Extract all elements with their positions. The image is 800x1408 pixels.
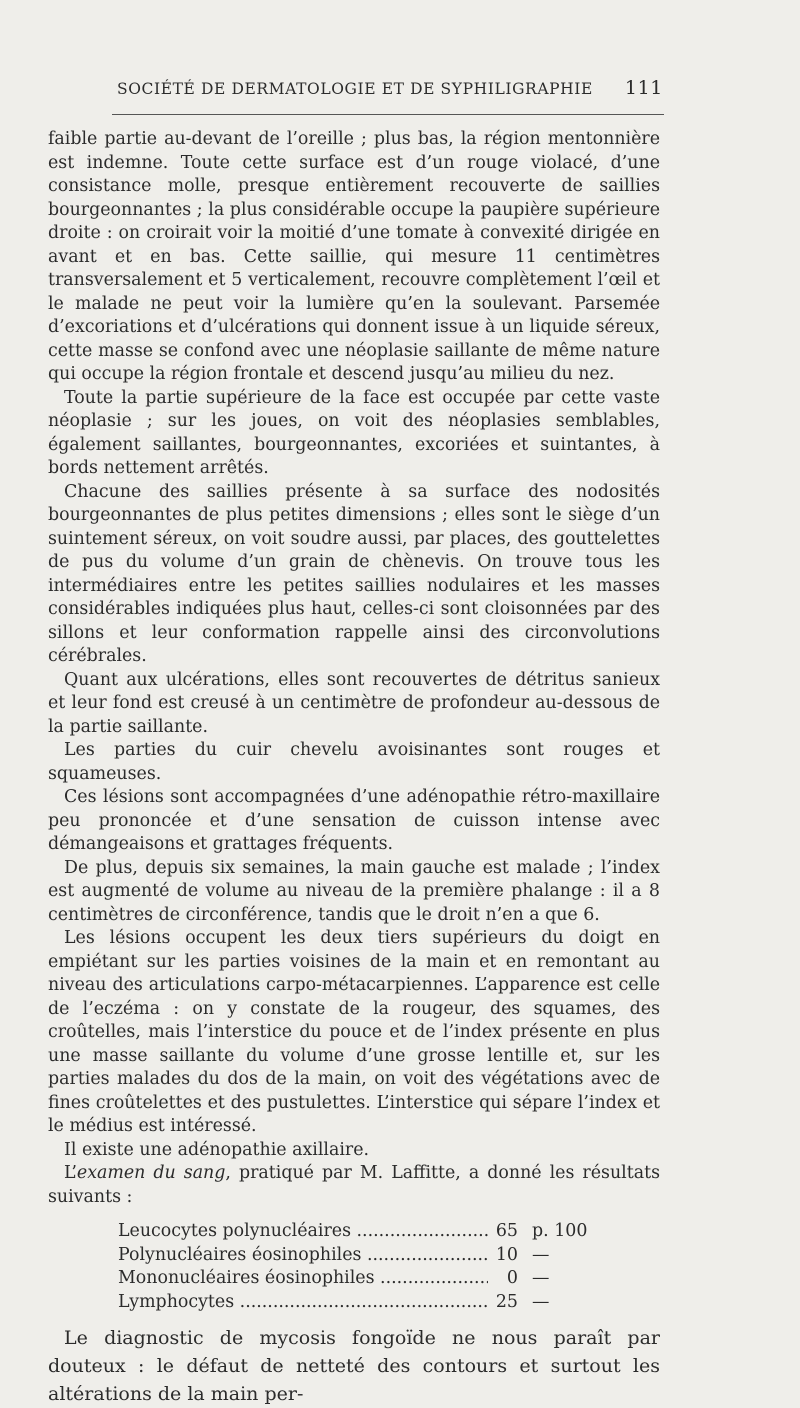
- paragraph: Ces lésions sont accompagnées d’une adénopathie rétro-maxillaire peu prononcée et d’une sensation de cuisson intense avec démangeaisons et grattages fréquents.: [48, 787, 660, 854]
- blood-results-table: [118, 1220, 638, 1314]
- result-value: 25: [495, 1291, 518, 1312]
- table-row: [118, 1291, 638, 1315]
- table-row: [118, 1267, 638, 1291]
- paragraph: faible partie au-devant de l’oreille ; plus bas, la région mentonnière est indemne. Toute cette surface est d’un rouge violacé, d’une consistance molle, presque entièrement recouverte de saillies bourgeonnantes ; la plus considérable occupe la paupière supérieure droite : on croirait voir la moitié d’une tomate à convexité dirigée en avant et en bas. Cette saillie, qui mesure 11 centimètres transversalement et 5 verticalement, recouvre complètement l’œil et le malade ne peut voir la lumière qu’en la soulevant. Parsemée d’excoriations et d’ulcérations qui donnent issue à un liquide séreux, cette masse se confond avec une néoplasie saillante de même nature qui occupe la région frontale et descend jusqu’au milieu du nez.: [48, 129, 660, 384]
- intro-prefix: L’: [64, 1163, 77, 1183]
- result-value: 0: [506, 1268, 518, 1288]
- header-rule: [112, 114, 664, 115]
- paragraph: Chacune des saillies présente à sa surface des nodosités bourgeonnantes de plus petites dimensions ; elles sont le siège d’un suintement séreux, on voit soudre aussi, par places, des gouttelettes de pus du volume d’un grain de chènevis. On trouve tous les intermédiaires entre les petites saillies nodulaires et les masses considérables indiquées plus haut, celles-ci sont cloisonnées par des sillons et leur conformation rappelle ainsi des circonvolutions cérébrales.: [48, 481, 660, 666]
- result-value: 65: [495, 1221, 518, 1241]
- paragraph: Toute la partie supérieure de la face est occupée par cette vaste néoplasie ; sur les joues, on voit des néoplasies semblables, également saillantes, bourgeonnantes, excoriées et suintantes, à bords nettement arrêtés.: [48, 387, 660, 478]
- result-label: Polynucléaires éosinophiles .....: [118, 1244, 488, 1268]
- header-title: SOCIÉTÉ DE DERMATOLOGIE ET DE SYPHILIGRAPHIE: [117, 80, 593, 98]
- table-row: [118, 1220, 638, 1244]
- intro-italic: examen du sang: [76, 1163, 226, 1183]
- page-number: 111: [624, 77, 663, 99]
- result-label: Mononucléaires éosinophiles .....: [118, 1267, 488, 1291]
- intro-suffix: , pratiqué par M. Laffitte, a donné les résultats suivants :: [48, 1163, 660, 1207]
- result-unit: —: [532, 1291, 550, 1312]
- result-unit: p. 100: [532, 1221, 588, 1241]
- result-unit: —: [532, 1244, 550, 1265]
- conclusion-paragraph: Le diagnostic de mycosis fongoïde ne nous paraît par douteux : le défaut de netteté des contours et surtout les altérations de la main per-: [48, 1327, 660, 1405]
- paragraph: Il existe une adénopathie axillaire.: [64, 1139, 370, 1160]
- result-label: Leucocytes polynucléaires .....: [118, 1220, 488, 1244]
- result-label: Lymphocytes .....: [118, 1291, 488, 1315]
- paragraph: Les lésions occupent les deux tiers supérieurs du doigt en empiétant sur les parties voisines de la main et en remontant au niveau des articulations carpo-métacarpiennes. L’apparence est celle de l’eczéma : on y constate de la rougeur, des squames, des croûtelles, mais l’interstice du pouce et de l’index présente en plus une masse saillante du volume d’une grosse lentille et, sur les parties malades du dos de la main, on voit des végétations avec de fines croûtelettes et des pustulettes. L’interstice qui sépare l’index et le médius est intéressé.: [48, 928, 660, 1136]
- blood-exam-intro: [48, 1162, 660, 1209]
- result-value: 10: [495, 1244, 518, 1265]
- result-unit: —: [532, 1268, 550, 1288]
- body-text: [48, 128, 660, 1408]
- paragraph: Les parties du cuir chevelu avoisinantes sont rouges et squameuses.: [48, 740, 660, 784]
- table-row: [118, 1244, 638, 1268]
- paragraph: De plus, depuis six semaines, la main gauche est malade ; l’index est augmenté de volume au niveau de la première phalange : il a 8 centimètres de circonférence, tandis que le droit n’en a que 6.: [48, 857, 660, 925]
- paragraph: Quant aux ulcérations, elles sont recouvertes de détritus sanieux et leur fond est creusé à un centimètre de profondeur au-dessous de la partie saillante.: [48, 669, 660, 737]
